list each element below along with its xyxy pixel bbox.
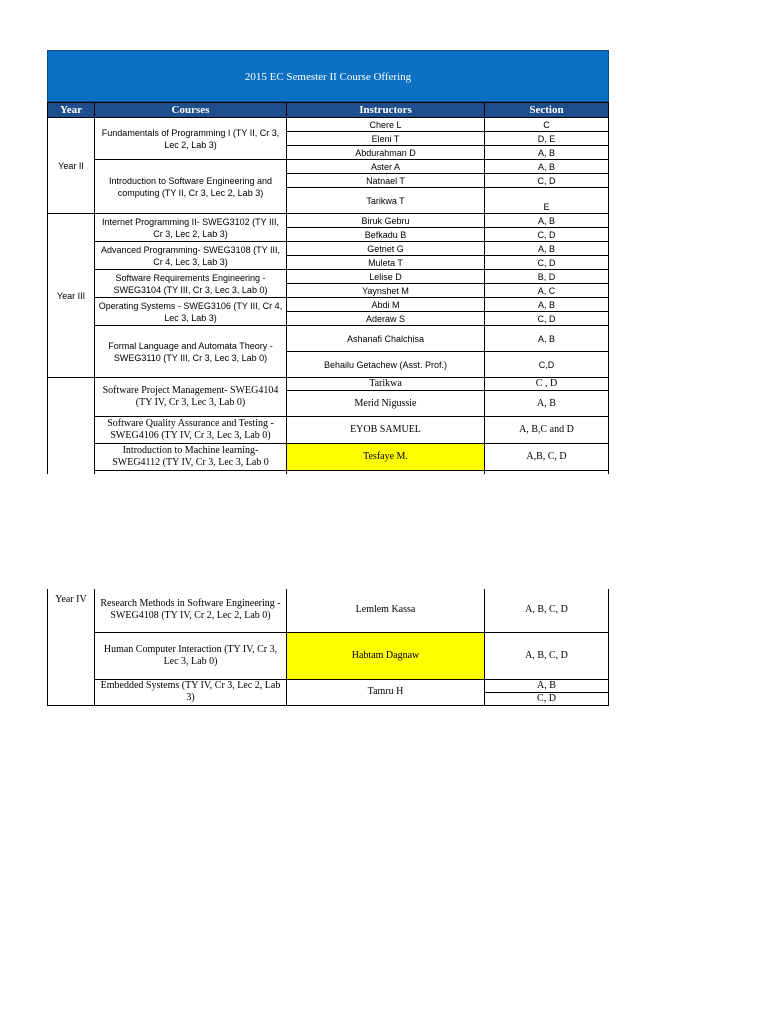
table-row	[48, 326, 609, 352]
table-row	[48, 471, 609, 475]
table-row	[48, 417, 609, 444]
header-instructors: Instructors	[287, 103, 485, 118]
table-row	[48, 378, 609, 391]
course-cell: Software Project Management- SWEG4104 (TY IV, Cr 3, Lec 3, Lab 0)	[95, 378, 287, 417]
year-cell: Year IV	[48, 589, 95, 705]
table-row	[48, 242, 609, 256]
table-row	[48, 118, 609, 132]
course-table-upper	[47, 50, 609, 474]
section-cell: A, C	[485, 284, 609, 298]
instructor-cell-cut	[287, 471, 485, 475]
instructor-cell: Behailu Getachew (Asst. Prof.)	[287, 352, 485, 378]
table-row	[48, 214, 609, 228]
instructor-cell: Natnael T	[287, 174, 485, 188]
instructor-cell: Abdi M	[287, 298, 485, 312]
section-cell: C, D	[485, 228, 609, 242]
sheet-title: 2015 EC Semester II Course Offering	[47, 50, 609, 102]
instructor-cell-highlighted: Habtam Dagnaw	[287, 632, 485, 679]
instructor-cell: Aster A	[287, 160, 485, 174]
section-cell: A, B	[485, 160, 609, 174]
section-cell: C, D	[485, 256, 609, 270]
course-cell-cut	[95, 471, 287, 475]
instructor-cell: Tarikwa	[287, 378, 485, 391]
section-cell: E	[485, 188, 609, 214]
course-table-continued	[47, 589, 609, 706]
section-cell: C, D	[485, 312, 609, 326]
section-cell: A, B, C, D	[485, 589, 609, 632]
instructor-cell: Biruk Gebru	[287, 214, 485, 228]
table-row	[48, 160, 609, 174]
course-cell: Internet Programming II- SWEG3102 (TY III, Cr 3, Lec 2, Lab 3)	[95, 214, 287, 242]
header-courses: Courses	[95, 103, 287, 118]
header-year: Year	[48, 103, 95, 118]
course-cell: Embedded Systems (TY IV, Cr 3, Lec 2, Lab 3)	[95, 679, 287, 705]
section-cell: A, B	[485, 298, 609, 312]
table-row	[48, 632, 609, 679]
instructor-cell: Muleta T	[287, 256, 485, 270]
section-cell: A, B, C, D	[485, 632, 609, 679]
course-cell: Advanced Programming- SWEG3108 (TY III, Cr 4, Lec 3, Lab 3)	[95, 242, 287, 270]
section-cell: A, B,C and D	[485, 417, 609, 444]
section-cell: C, D	[485, 174, 609, 188]
instructor-cell-highlighted: Tesfaye M.	[287, 444, 485, 471]
year-cell-blank	[48, 378, 95, 475]
table-row	[48, 270, 609, 284]
section-cell: C , D	[485, 378, 609, 391]
section-cell: A, B	[485, 146, 609, 160]
year-cell: Year II	[48, 118, 95, 214]
course-cell: Operating Systems - SWEG3106 (TY III, Cr 4, Lec 3, Lab 3)	[95, 298, 287, 326]
instructor-cell: EYOB SAMUEL	[287, 417, 485, 444]
instructor-cell: Aderaw S	[287, 312, 485, 326]
course-cell: Software Requirements Engineering - SWEG3104 (TY III, Cr 3, Lec 3, Lab 0)	[95, 270, 287, 298]
instructor-cell: Lemlem Kassa	[287, 589, 485, 632]
section-cell: A, B	[485, 326, 609, 352]
course-cell: Fundamentals of Programming I (TY II, Cr 3, Lec 2, Lab 3)	[95, 118, 287, 160]
table-row	[48, 589, 609, 632]
section-cell: A, B	[485, 679, 609, 692]
instructor-cell: Getnet G	[287, 242, 485, 256]
instructor-cell: Befkadu B	[287, 228, 485, 242]
instructor-cell: Ashanafi Chalchisa	[287, 326, 485, 352]
table-row	[48, 679, 609, 692]
instructor-cell: Tamru H	[287, 679, 485, 705]
table-row	[48, 444, 609, 471]
course-table	[47, 102, 609, 474]
instructor-cell: Eleni T	[287, 132, 485, 146]
section-cell: C, D	[485, 692, 609, 705]
section-cell: C	[485, 118, 609, 132]
instructor-cell: Merid Nigussie	[287, 391, 485, 417]
course-cell: Formal Language and Automata Theory - SWEG3110 (TY III, Cr 3, Lec 3, Lab 0)	[95, 326, 287, 378]
year-cell: Year III	[48, 214, 95, 378]
course-cell: Research Methods in Software Engineering - SWEG4108 (TY IV, Cr 2, Lec 2, Lab 0)	[95, 589, 287, 632]
instructor-cell: Chere L	[287, 118, 485, 132]
section-cell: A, B	[485, 214, 609, 228]
instructor-cell: Lelise D	[287, 270, 485, 284]
section-cell-cut	[485, 471, 609, 475]
course-cell: Introduction to Software Engineering and computing (TY II, Cr 3, Lec 2, Lab 3)	[95, 160, 287, 214]
course-cell: Software Quality Assurance and Testing - SWEG4106 (TY IV, Cr 3, Lec 3, Lab 0)	[95, 417, 287, 444]
table-row	[48, 298, 609, 312]
course-table-lower	[47, 589, 609, 709]
header-row	[48, 103, 609, 118]
section-cell: A, B	[485, 242, 609, 256]
instructor-cell: Tarikwa T	[287, 188, 485, 214]
section-cell: A,B, C, D	[485, 444, 609, 471]
instructor-cell: Abdurahman D	[287, 146, 485, 160]
instructor-cell: Yaynshet M	[287, 284, 485, 298]
section-cell: C,D	[485, 352, 609, 378]
section-cell: B, D	[485, 270, 609, 284]
section-cell: A, B	[485, 391, 609, 417]
course-cell: Introduction to Machine learning- SWEG4112 (TY IV, Cr 3, Lec 3, Lab 0	[95, 444, 287, 471]
header-section: Section	[485, 103, 609, 118]
section-cell: D, E	[485, 132, 609, 146]
course-cell: Human Computer Interaction (TY IV, Cr 3, Lec 3, Lab 0)	[95, 632, 287, 679]
